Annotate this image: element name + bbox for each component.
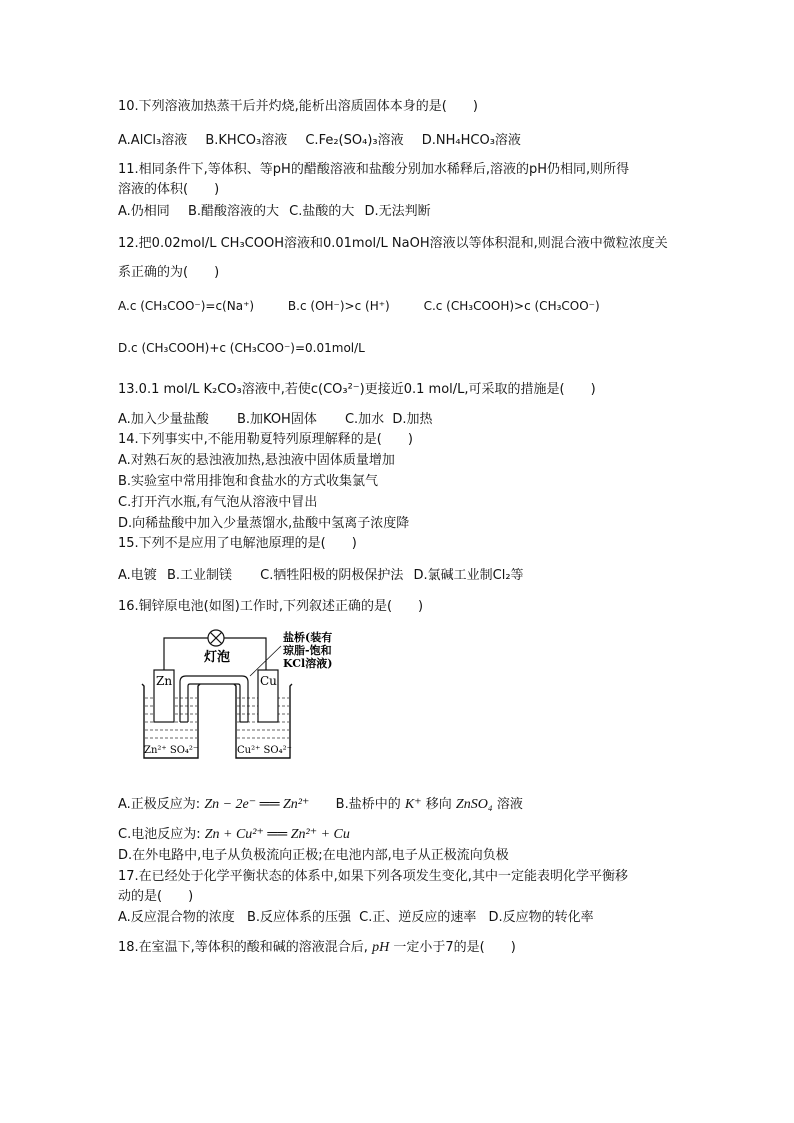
q15-option-b[interactable]: B.工业制镁 <box>166 568 233 583</box>
q16-option-b[interactable] <box>336 797 523 812</box>
q12-option-a[interactable]: A.c (CH₃COO⁻)=c(Na⁺) <box>118 299 255 313</box>
q13-option-d[interactable]: D.加热 <box>392 412 433 427</box>
q17-option-d[interactable]: D.反应物的转化率 <box>488 910 594 925</box>
q14-option-a[interactable]: A.对熟石灰的悬浊液加热,悬浊液中固体质量增加 <box>118 453 395 468</box>
right-ions-label: Cu²⁺ SO₄²⁻ <box>237 745 292 756</box>
q15-stem: 15.下列不是应用了电解池原理的是( ) <box>118 536 357 551</box>
q15-option-d[interactable]: D.氯碱工业制Cl₂等 <box>413 568 524 583</box>
q10-stem: 10.下列溶液加热蒸干后并灼烧,能析出溶质固体本身的是( ) <box>118 99 478 114</box>
salt-bridge-label-2: 琼脂-饱和 <box>283 644 332 657</box>
q16-option-c-formula: Zn + Cu²⁺ ══ Zn²⁺ + Cu <box>204 827 350 842</box>
lamp-icon <box>208 630 224 646</box>
q11-option-a[interactable]: A.仍相同 <box>118 204 170 219</box>
q14-option-d[interactable]: D.向稀盐酸中加入少量蒸馏水,盐酸中氢离子浓度降 <box>118 516 410 531</box>
q12-options-abc <box>118 298 600 314</box>
q16-option-c-prefix: C.电池反应为: <box>118 827 201 842</box>
q14-option-b[interactable]: B.实验室中常用排饱和食盐水的方式收集氯气 <box>118 474 379 489</box>
q16-option-a-formula: Zn − 2e⁻ ══ Zn²⁺ <box>204 797 310 812</box>
q16-option-a[interactable] <box>118 797 314 812</box>
q13-options <box>118 412 432 428</box>
q10-option-c[interactable]: C.Fe₂(SO₄)₃溶液 <box>305 133 404 148</box>
q11-option-c[interactable]: C.盐酸的大 <box>289 204 355 219</box>
q12-option-b[interactable]: B.c (OH⁻)>c (H⁺) <box>287 299 390 313</box>
q16-option-d[interactable]: D.在外电路中,电子从负极流向正极;在电池内部,电子从正极流向负极 <box>118 848 509 863</box>
q11-stem-line2: 溶液的体积( ) <box>118 182 220 197</box>
q11-options <box>118 204 431 220</box>
q16-option-b-ion: K⁺ <box>404 797 422 812</box>
q18-stem-ph: pH <box>372 940 390 955</box>
q14-option-c[interactable]: C.打开汽水瓶,有气泡从溶液中冒出 <box>118 495 318 510</box>
q16-option-b-formula: ZnSO₄ <box>455 797 493 812</box>
q14-stem: 14.下列事实中,不能用勒夏特列原理解释的是( ) <box>118 432 413 447</box>
q13-option-b[interactable]: B.加KOH固体 <box>236 412 317 427</box>
q17-option-b[interactable]: B.反应体系的压强 <box>246 910 352 925</box>
q12-option-d[interactable]: D.c (CH₃COOH)+c (CH₃COO⁻)=0.01mol/L <box>118 341 365 355</box>
q18-stem-post: 一定小于7的是( ) <box>393 940 516 955</box>
q18-stem <box>118 940 516 956</box>
q12-stem-line2: 系正确的为( ) <box>118 265 220 280</box>
q16-option-b-suffix: 溶液 <box>496 797 523 812</box>
q13-stem: 13.0.1 mol/L K₂CO₃溶液中,若使c(CO₃²⁻)更接近0.1 mol/L,可采取的措施是( ) <box>118 382 596 397</box>
salt-bridge-label-3: KCl溶液) <box>283 657 333 670</box>
q17-option-a[interactable]: A.反应混合物的浓度 <box>118 910 235 925</box>
q18-stem-pre: 18.在室温下,等体积的酸和碱的溶液混合后, <box>118 940 368 955</box>
galvanic-cell-figure <box>138 626 333 766</box>
left-ions-label: Zn²⁺ SO₄²⁻ <box>144 745 199 756</box>
q16-option-a-prefix: A.正极反应为: <box>118 797 201 812</box>
q10-option-d[interactable]: D.NH₄HCO₃溶液 <box>421 133 521 148</box>
q12-stem-line1: 12.把0.02mol/L CH₃COOH溶液和0.01mol/L NaOH溶液以等体积混和,则混合液中微粒浓度关 <box>118 236 668 251</box>
q10-option-a[interactable]: A.AlCl₃溶液 <box>118 133 188 148</box>
q17-stem-line2: 动的是( ) <box>118 889 194 904</box>
q13-option-c[interactable]: C.加水 <box>344 412 385 427</box>
q11-stem-line1: 11.相同条件下,等体积、等pH的醋酸溶液和盐酸分别加水稀释后,溶液的pH仍相同,则所得 <box>118 162 630 177</box>
zn-label: Zn <box>156 674 173 688</box>
q10-options <box>118 133 521 149</box>
lamp-label: 灯泡 <box>204 650 231 665</box>
q16-option-b-prefix: B.盐桥中的 <box>335 797 401 812</box>
cu-label: Cu <box>260 674 277 688</box>
salt-bridge-label-1: 盐桥(装有 <box>283 631 333 644</box>
q11-option-d[interactable]: D.无法判断 <box>364 204 431 219</box>
q17-stem-line1: 17.在已经处于化学平衡状态的体系中,如果下列各项发生变化,其中一定能表明化学平衡移 <box>118 869 628 884</box>
q13-option-a[interactable]: A.加入少量盐酸 <box>118 412 209 427</box>
q16-stem: 16.铜锌原电池(如图)工作时,下列叙述正确的是( ) <box>118 599 424 614</box>
q17-option-c[interactable]: C.正、逆反应的速率 <box>359 910 477 925</box>
q12-option-c[interactable]: C.c (CH₃COOH)>c (CH₃COO⁻) <box>423 299 600 313</box>
q17-options <box>118 910 594 926</box>
q11-option-b[interactable]: B.醋酸溶液的大 <box>187 204 280 219</box>
q15-options <box>118 568 524 584</box>
q16-options-ab <box>118 797 523 813</box>
q16-option-c[interactable] <box>118 827 350 843</box>
q16-option-b-mid: 移向 <box>425 797 452 812</box>
q10-option-b[interactable]: B.KHCO₃溶液 <box>205 133 288 148</box>
q15-option-a[interactable]: A.电镀 <box>118 568 157 583</box>
q15-option-c[interactable]: C.牺牲阳极的阴极保护法 <box>260 568 404 583</box>
